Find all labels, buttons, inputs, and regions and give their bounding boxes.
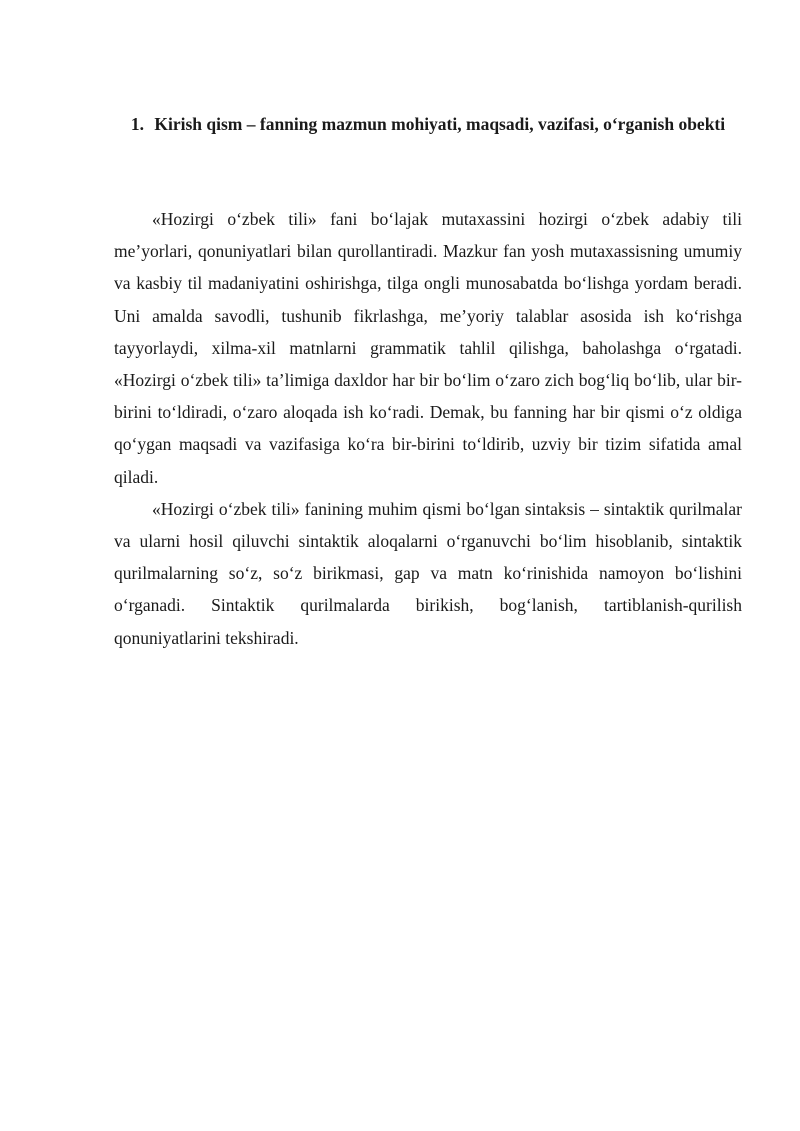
section-number: 1.: [130, 114, 144, 134]
section-title: Kirish qism – fanning mazmun mohiyati, maqsadi, vazifasi, o‘rganish obekti: [154, 114, 726, 134]
body-text: [114, 203, 742, 654]
paragraph: «Hozirgi o‘zbek tili» fani bo‘lajak mutaxassini hozirgi o‘zbek adabiy tili me’yorlari, qonuniyatlari bilan qurollantiradi. Mazkur fan yosh mutaxassisning umumiy va kasbiy til madaniyatini oshirishga, tilga ongli munosabatda bo‘lishga yordam beradi. Uni amalda savodli, tushunib fikrlashga, me’yoriy talablar asosida ish ko‘rishga tayyorlaydi, xilma-xil matnlarni grammatik tahlil qilishga, baholashga o‘rgatadi. «Hozirgi o‘zbek tili» ta’limiga daxldor har bir bo‘lim o‘zaro zich bog‘liq bo‘lib, ular bir-birini to‘ldiradi, o‘zaro aloqada ish ko‘radi. Demak, bu fanning har bir qismi o‘z oldiga qo‘ygan maqsadi va vazifasiga ko‘ra bir-birini to‘ldirib, uzviy bir tizim sifatida amal qiladi.: [114, 209, 742, 487]
paragraph: «Hozirgi o‘zbek tili» fanining muhim qismi bo‘lgan sintaksis – sintaktik qurilmalar va ularni hosil qiluvchi sintaktik aloqalarni o‘rganuvchi bo‘lim hisoblanib, sintaktik qurilmalarning so‘z, so‘z birikmasi, gap va matn ko‘rinishida namoyon bo‘lishini o‘rganadi. Sintaktik qurilmalarda birikish, bog‘lanish, tartiblanish-qurilish qonuniyatlarini tekshiradi.: [114, 498, 742, 648]
section-heading: [114, 108, 742, 141]
